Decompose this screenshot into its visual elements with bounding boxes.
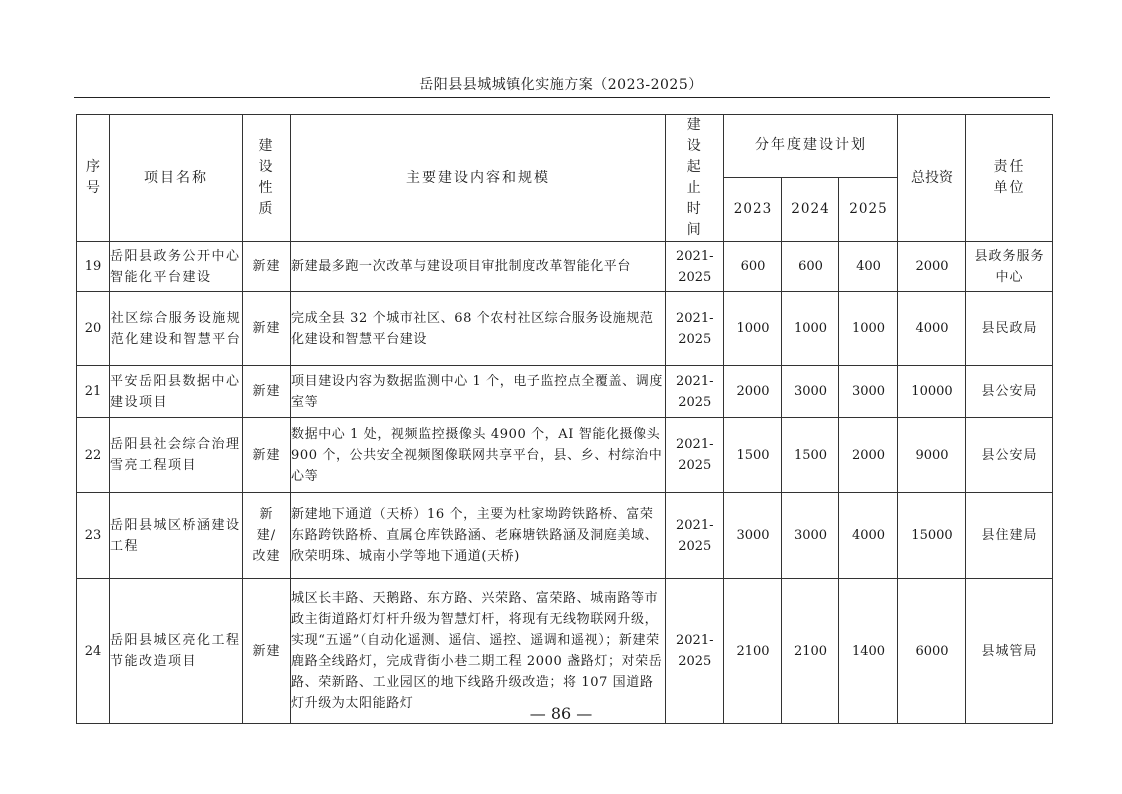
row-seq: 24 (77, 579, 110, 724)
row-2023: 2100 (724, 579, 782, 724)
row-total: 2000 (898, 242, 966, 292)
row-seq: 23 (77, 493, 110, 579)
row-unit: 县住建局 (966, 493, 1053, 579)
row-nature: 新建 (243, 292, 291, 366)
row-2024: 600 (782, 242, 839, 292)
table-row (77, 292, 1053, 366)
row-content: 新建最多跑一次改革与建设项目审批制度改革智能化平台 (291, 242, 666, 292)
row-nature: 新建/改建 (243, 493, 291, 579)
row-2023: 2000 (724, 366, 782, 418)
row-name: 岳阳县社会综合治理雪亮工程项目 (110, 418, 243, 493)
row-nature: 新建 (243, 579, 291, 724)
table-row (77, 366, 1053, 418)
header-annual-plan: 分年度建设计划 (724, 115, 898, 178)
row-period: 2021-2025 (666, 493, 724, 579)
row-2024: 1500 (782, 418, 839, 493)
row-2023: 1000 (724, 292, 782, 366)
row-2024: 2100 (782, 579, 839, 724)
table-header (77, 115, 1053, 242)
page-number: — 86 — (529, 704, 593, 723)
row-content: 项目建设内容为数据监测中心 1 个，电子监控点全覆盖、调度室等 (291, 366, 666, 418)
row-unit: 县政务服务中心 (966, 242, 1053, 292)
header-unit: 责任单位 (966, 115, 1053, 242)
row-2025: 4000 (839, 493, 898, 579)
row-total: 4000 (898, 292, 966, 366)
row-seq: 22 (77, 418, 110, 493)
header-name: 项目名称 (110, 115, 243, 242)
header-nature: 建设性质 (243, 115, 291, 242)
header-seq: 序号 (77, 115, 110, 242)
row-nature: 新建 (243, 418, 291, 493)
row-name: 岳阳县城区桥涵建设工程 (110, 493, 243, 579)
row-2023: 1500 (724, 418, 782, 493)
row-total: 10000 (898, 366, 966, 418)
row-2025: 1400 (839, 579, 898, 724)
row-seq: 20 (77, 292, 110, 366)
row-nature: 新建 (243, 242, 291, 292)
running-header: 岳阳县县城城镇化实施方案（2023-2025） (419, 77, 703, 93)
row-period: 2021-2025 (666, 366, 724, 418)
row-content: 新建地下通道（天桥）16 个，主要为杜家坳跨铁路桥、富荣东路跨铁路桥、直属仓库铁路涵、老麻塘铁路涵及洞庭美域、欣荣明珠、城南小学等地下通道(天桥) (291, 493, 666, 579)
table-row (77, 493, 1053, 579)
row-total: 6000 (898, 579, 966, 724)
header-total: 总投资 (898, 115, 966, 242)
row-unit: 县公安局 (966, 418, 1053, 493)
row-period: 2021-2025 (666, 579, 724, 724)
header-year-2024: 2024 (782, 177, 839, 241)
row-seq: 19 (77, 242, 110, 292)
row-unit: 县公安局 (966, 366, 1053, 418)
row-2025: 2000 (839, 418, 898, 493)
project-plan-table (76, 114, 1053, 724)
row-period: 2021-2025 (666, 292, 724, 366)
header-content: 主要建设内容和规模 (291, 115, 666, 242)
row-total: 9000 (898, 418, 966, 493)
table-row (77, 579, 1053, 724)
row-name: 平安岳阳县数据中心建设项目 (110, 366, 243, 418)
row-seq: 21 (77, 366, 110, 418)
table-body (77, 242, 1053, 724)
header-period: 建设起止时间 (666, 115, 724, 242)
table-row (77, 418, 1053, 493)
row-2023: 600 (724, 242, 782, 292)
header-year-2025: 2025 (839, 177, 898, 241)
row-total: 15000 (898, 493, 966, 579)
row-2024: 3000 (782, 493, 839, 579)
row-content: 城区长丰路、天鹅路、东方路、兴荣路、富荣路、城南路等市政主街道路灯灯杆升级为智慧灯杆，将现有无线物联网升级，实现“五遥”（自动化遥测、遥信、遥控、遥调和遥视）；新建荣鹿路全线路灯，完成背街小巷二期工程 2000 盏路灯；对荣岳路、荣新路、工业园区的地下线路升级改造；将 107 国道路灯升级为太阳能路灯 (291, 579, 666, 724)
row-name: 社区综合服务设施规范化建设和智慧平台 (110, 292, 243, 366)
row-name: 岳阳县政务公开中心智能化平台建设 (110, 242, 243, 292)
row-2023: 3000 (724, 493, 782, 579)
row-content: 完成全县 32 个城市社区、68 个农村社区综合服务设施规范化建设和智慧平台建设 (291, 292, 666, 366)
row-period: 2021-2025 (666, 418, 724, 493)
row-2025: 1000 (839, 292, 898, 366)
row-nature: 新建 (243, 366, 291, 418)
table-row (77, 242, 1053, 292)
row-content: 数据中心 1 处，视频监控摄像头 4900 个，AI 智能化摄像头 900 个，公共安全视频图像联网共享平台，县、乡、村综治中心等 (291, 418, 666, 493)
row-2025: 3000 (839, 366, 898, 418)
row-period: 2021-2025 (666, 242, 724, 292)
row-unit: 县民政局 (966, 292, 1053, 366)
header-rule (74, 97, 1050, 98)
row-2024: 3000 (782, 366, 839, 418)
row-name: 岳阳县城区亮化工程节能改造项目 (110, 579, 243, 724)
row-2025: 400 (839, 242, 898, 292)
row-unit: 县城管局 (966, 579, 1053, 724)
header-year-2023: 2023 (724, 177, 782, 241)
row-2024: 1000 (782, 292, 839, 366)
